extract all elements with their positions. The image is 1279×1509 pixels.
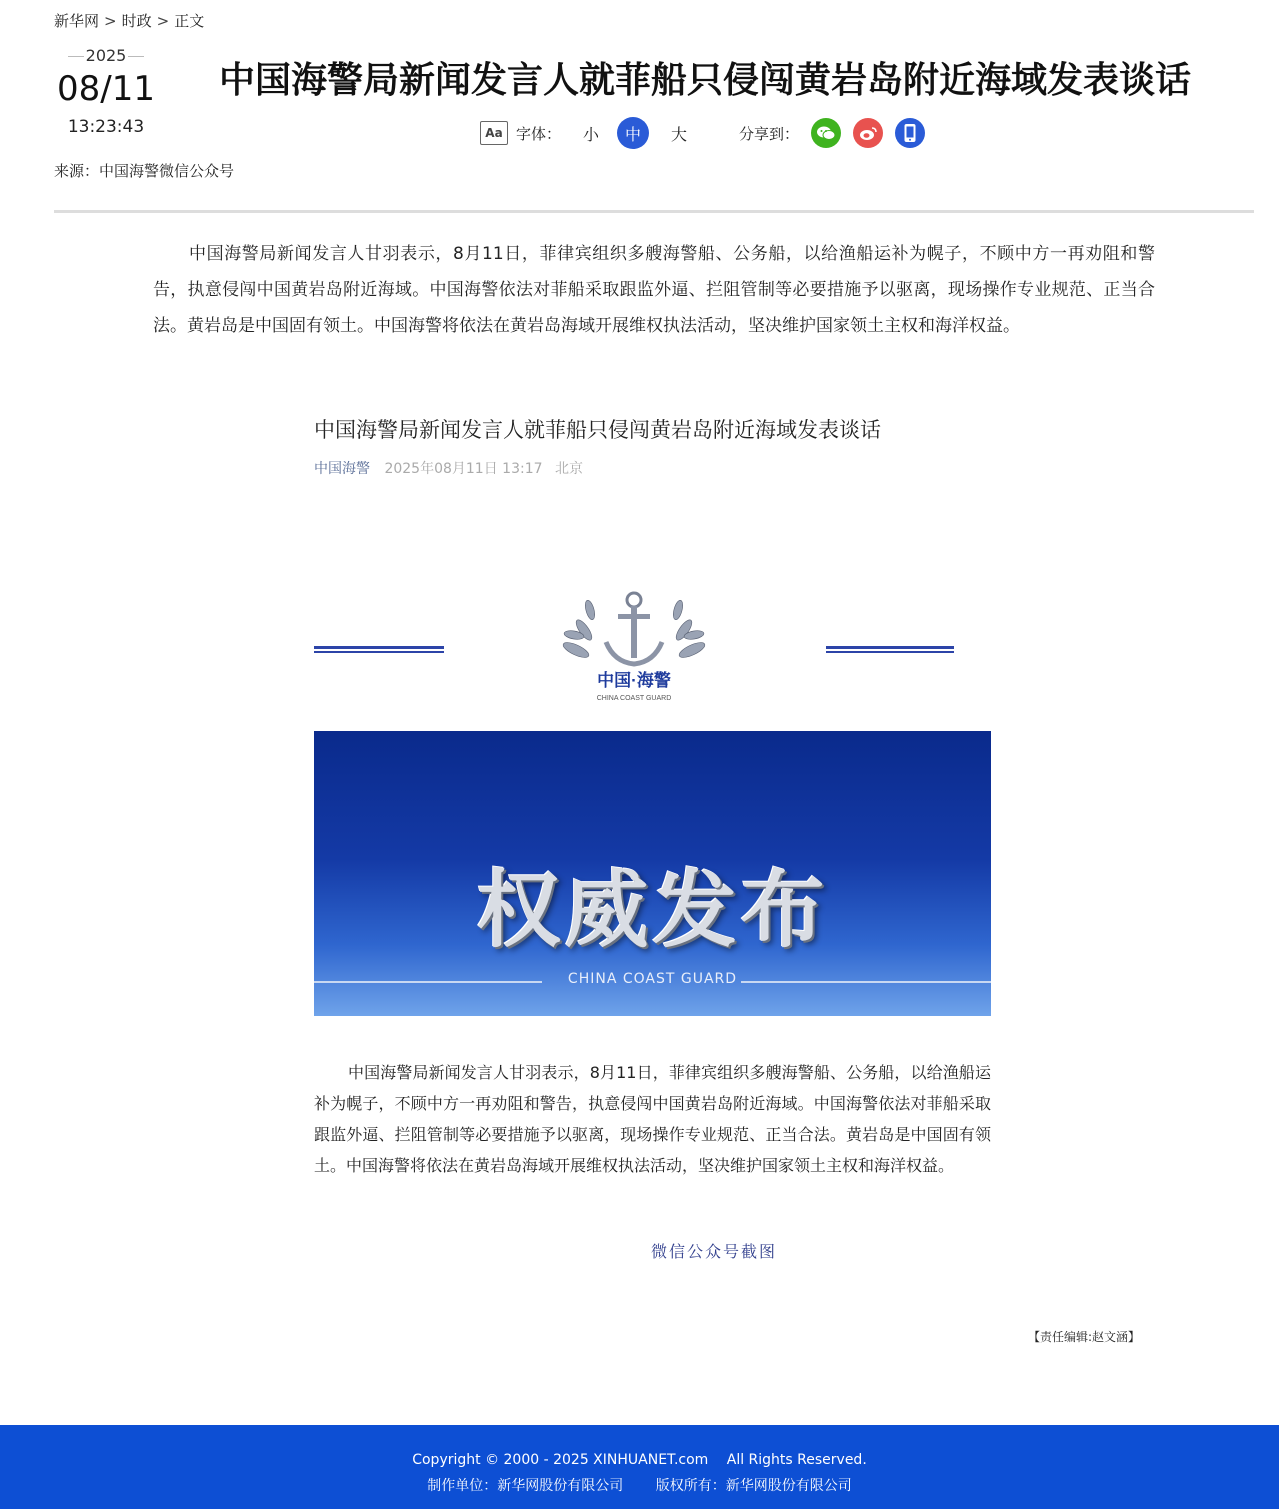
wechat-account-name: 中国海警 [314, 461, 370, 477]
publish-month-day: 08/11 [57, 69, 155, 109]
breadcrumb-link-politics[interactable]: 时政 [121, 12, 152, 30]
publish-date [54, 46, 158, 137]
font-small-button[interactable]: 小 [583, 124, 600, 144]
header-divider [54, 210, 1254, 213]
coast-guard-emblem [314, 580, 954, 710]
article-toolbar [480, 116, 925, 150]
wechat-post-location: 北京 [554, 461, 583, 477]
breadcrumb [54, 10, 204, 31]
wechat-post-title: 中国海警局新闻发言人就菲船只侵闯黄岩岛附近海域发表谈话 [314, 418, 881, 442]
authoritative-release-banner [314, 731, 991, 1016]
share-label: 分享到： [739, 124, 800, 143]
font-large-button[interactable]: 大 [671, 124, 688, 144]
emblem-text: 中国·海警 [597, 671, 671, 690]
breadcrumb-separator: > [104, 12, 117, 30]
font-medium-button[interactable]: 中 [617, 117, 649, 149]
font-size-label: 字体： [516, 124, 562, 143]
emblem-subtext: CHINA COAST GUARD [596, 695, 672, 702]
wechat-share-icon[interactable] [811, 118, 841, 148]
weibo-share-icon[interactable] [853, 118, 883, 148]
mobile-share-icon[interactable] [895, 118, 925, 148]
page-title: 中国海警局新闻发言人就菲船只侵闯黄岩岛附近海域发表谈话 [218, 60, 1191, 101]
breadcrumb-separator: > [156, 12, 170, 30]
coast-guard-emblem-graphic [314, 580, 954, 710]
footer-copyright: Copyright © 2000 - 2025 XINHUANET.com All Rights Reserved. [412, 1452, 867, 1468]
font-size-icon: Aa [480, 121, 508, 145]
responsible-editor: 【责任编辑:赵文涵】 [1027, 1330, 1140, 1344]
article-source: 来源：中国海警微信公众号 [54, 162, 235, 180]
breadcrumb-link-home[interactable]: 新华网 [54, 12, 100, 30]
wechat-post-body: 中国海警局新闻发言人甘羽表示，8月11日，菲律宾组织多艘海警船、公务船，以给渔船运补为幌子，不顾中方一再劝阻和警告，执意侵闯中国黄岩岛附近海域。中国海警依法对菲船采取跟监外逼、拦阻管制等必要措施予以驱离，现场操作专业规范、正当合法。黄岩岛是中国固有领土。中国海警将依法在黄岩岛海域开展维权执法活动，坚决维护国家领土主权和海洋权益。 [314, 1063, 991, 1175]
breadcrumb-current: 正文 [174, 12, 205, 30]
article-lead-paragraph: 中国海警局新闻发言人甘羽表示，8月11日，菲律宾组织多艘海警船、公务船，以给渔船运补为幌子，不顾中方一再劝阻和警告，执意侵闯中国黄岩岛附近海域。中国海警依法对菲船采取跟监外逼、拦阻管制等必要措施予以驱离，现场操作专业规范、正当合法。黄岩岛是中国固有领土。中国海警将依法在黄岩岛海域开展维权执法活动，坚决维护国家领土主权和海洋权益。 [153, 244, 1155, 336]
banner-subtitle: CHINA COAST GUARD [567, 971, 738, 987]
banner-line-right [741, 981, 991, 983]
page-footer [0, 1425, 1279, 1509]
image-caption: 微信公众号截图 [650, 1242, 777, 1261]
footer-owner: 版权所有：新华网股份有限公司 [655, 1478, 852, 1494]
banner-title: 权威发布 [476, 861, 829, 959]
footer-credits [0, 1475, 1279, 1495]
footer-producer: 制作单位：新华网股份有限公司 [427, 1478, 624, 1494]
publish-time: 13:23:43 [67, 117, 145, 137]
publish-year: 2025 [54, 46, 158, 65]
wechat-post-meta [314, 458, 591, 478]
wechat-post-datetime: 2025年08月11日 13:17 [384, 461, 543, 477]
